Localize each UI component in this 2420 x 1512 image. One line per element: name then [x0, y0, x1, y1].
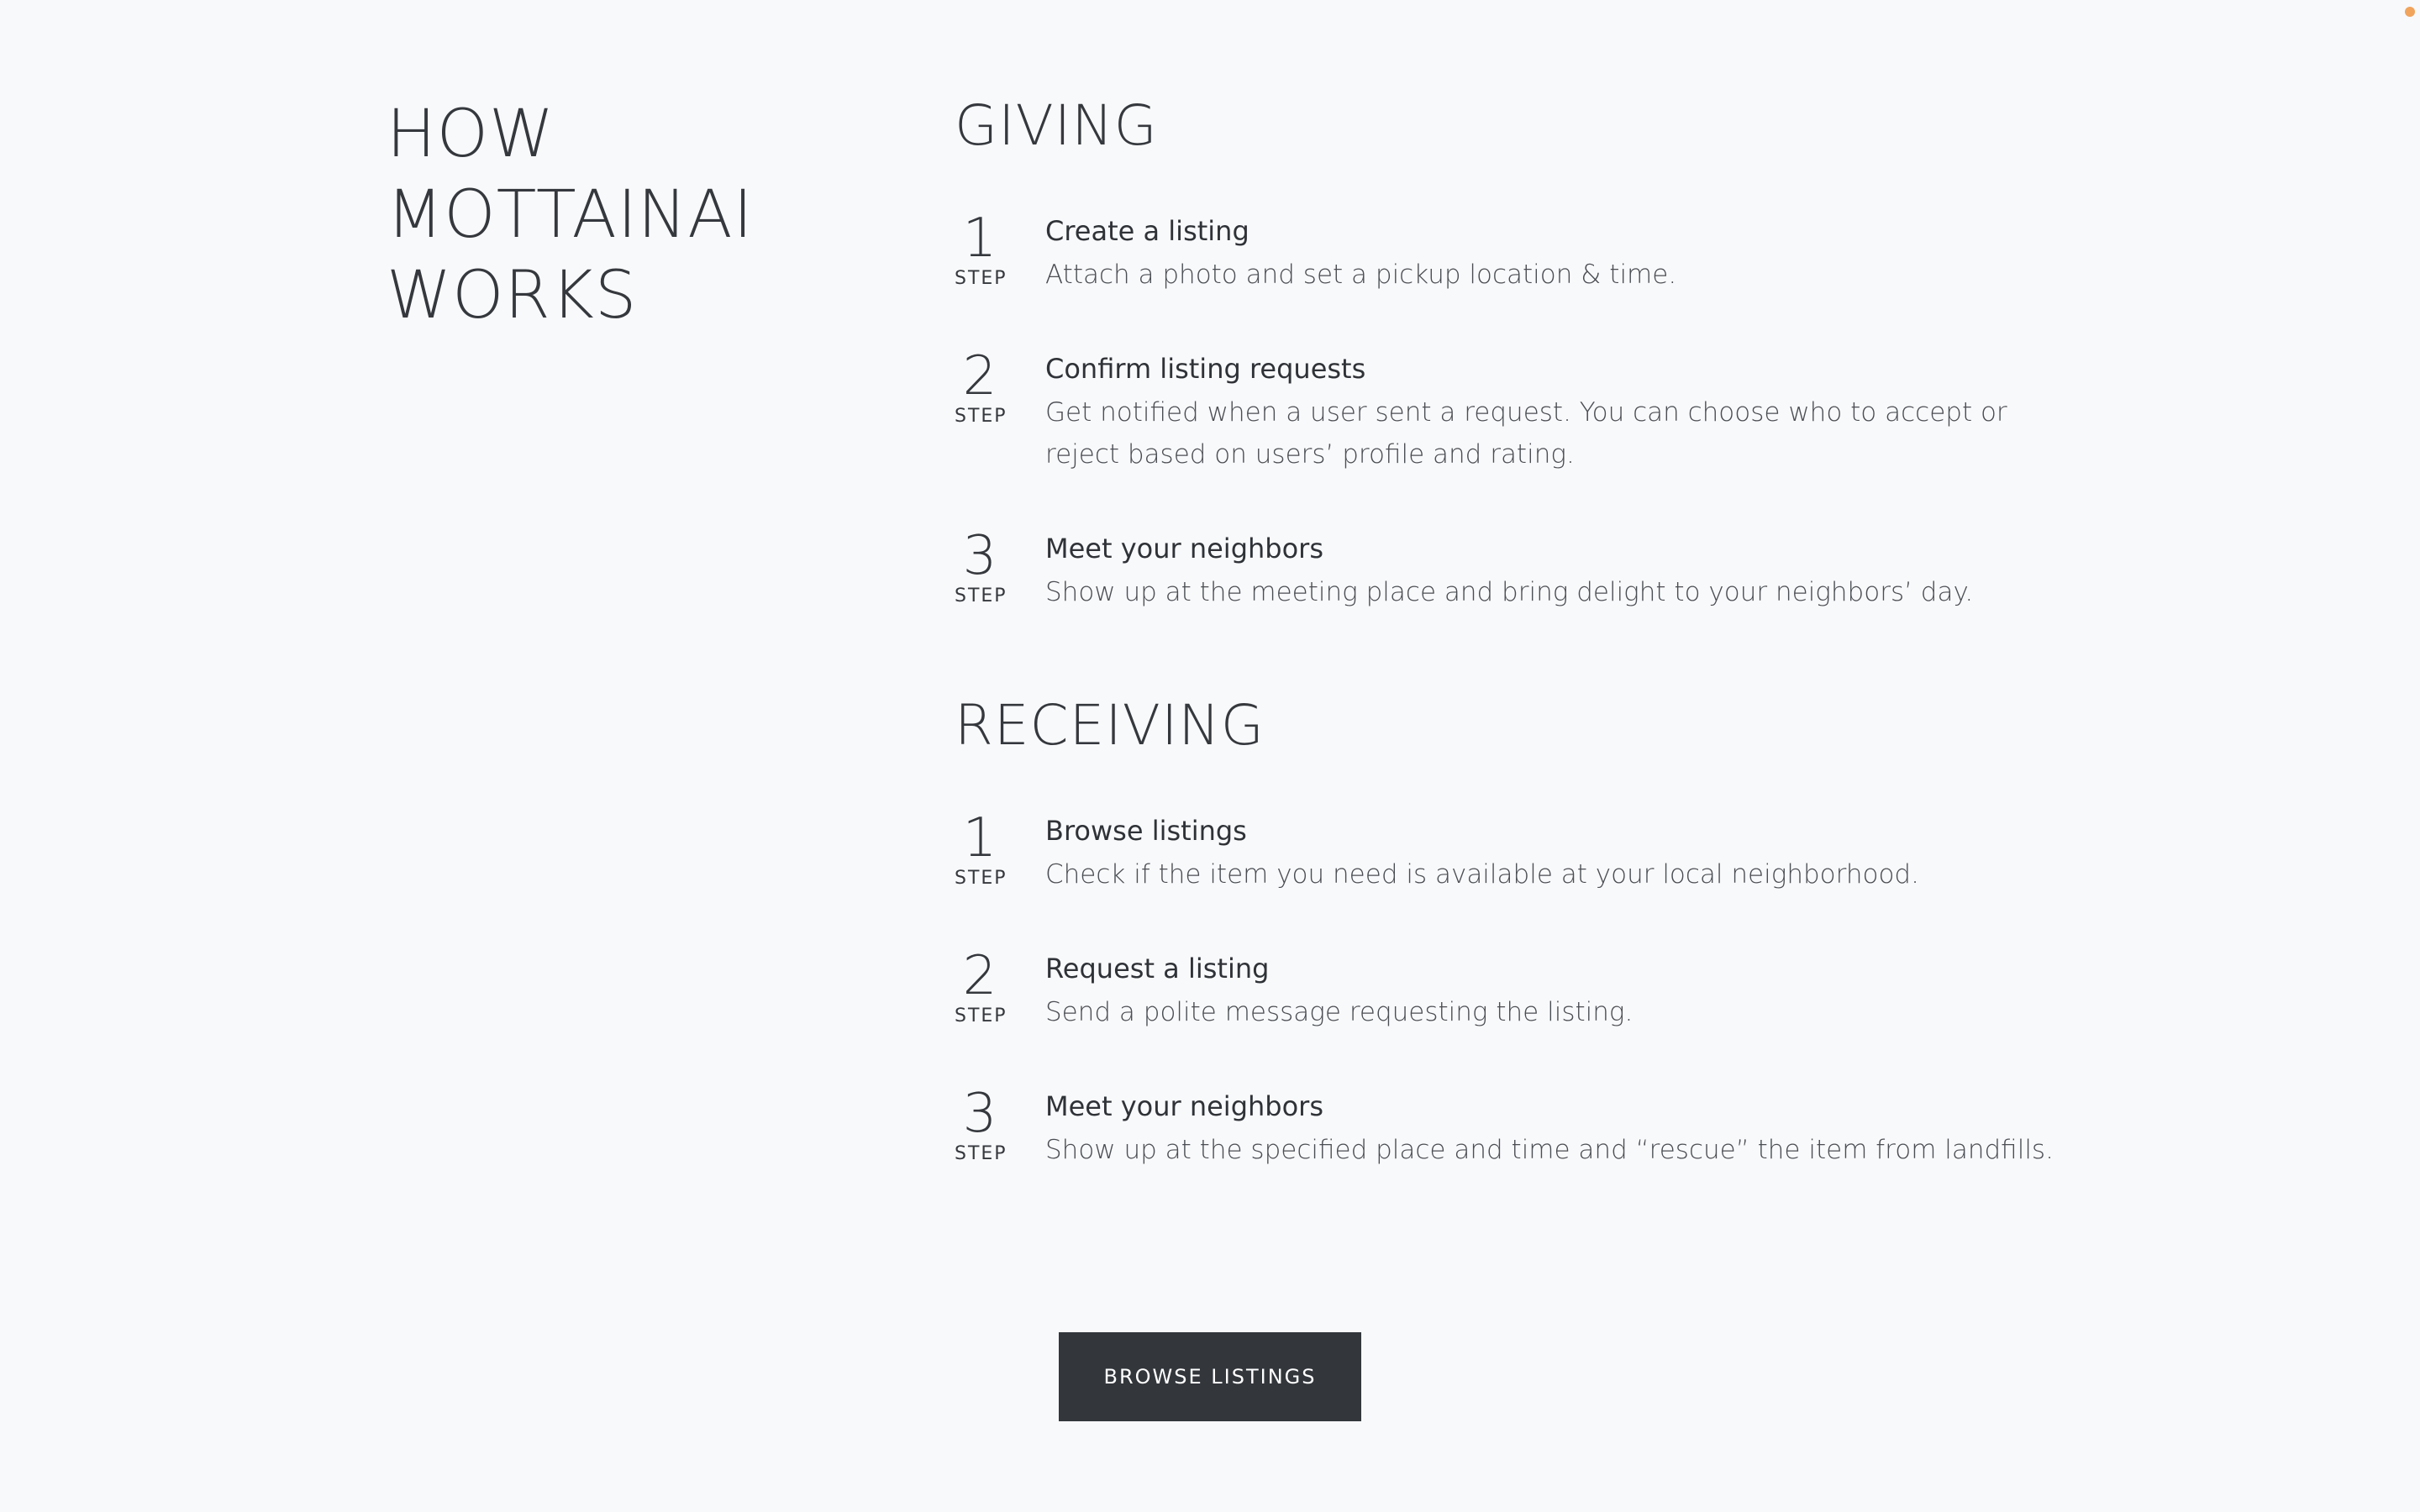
step-number: 1 [962, 807, 997, 869]
step-number: 2 [962, 345, 997, 407]
browse-listings-button[interactable]: BROWSE LISTINGS [1059, 1332, 1361, 1421]
receiving-heading: RECEIVING [955, 693, 1265, 758]
step-title: Meet your neighbors [1045, 1090, 1323, 1122]
receiving-section [955, 693, 2198, 1165]
step-badge [955, 1085, 1005, 1166]
step-badge [955, 945, 1007, 1028]
step-label: STEP [955, 268, 1007, 289]
step-description: Send a polite message requesting the listing. [1045, 997, 1634, 1027]
step-body [1045, 531, 2054, 613]
step-description: Get notified when a user sent a request. You can choose who to accept or reject based on users’ profile and rating. [1045, 397, 2007, 470]
step-number: 3 [962, 525, 997, 587]
step-number: 2 [962, 945, 997, 1007]
step-title: Browse listings [1045, 815, 1247, 847]
step-title: Confirm listing requests [1045, 353, 1366, 385]
step-title: Meet your neighbors [1045, 533, 1323, 564]
step-label: STEP [955, 406, 1007, 427]
page-title-line: MOTTAINAI [387, 177, 754, 253]
step-description: Show up at the specified place and time and “rescue” the item from landfills. [1045, 1135, 2054, 1165]
notification-dot [2405, 7, 2415, 17]
page-title [387, 94, 857, 336]
step-label: STEP [955, 585, 1007, 606]
giving-section [955, 93, 2198, 607]
step-number: 3 [962, 1083, 997, 1145]
step-description: Show up at the meeting place and bring delight to your neighbors’ day. [1045, 577, 1974, 607]
step-description: Check if the item you need is available at your local neighborhood. [1045, 859, 1919, 890]
step-description: Attach a photo and set a pickup location & time. [1045, 260, 1677, 290]
step-label: STEP [955, 1005, 1007, 1026]
step-number: 1 [962, 207, 997, 270]
step-body [1045, 813, 2054, 895]
page-title-line: HOW [387, 97, 555, 172]
step-label: STEP [955, 868, 1007, 889]
step-body [1045, 1089, 2054, 1171]
step-badge [955, 807, 1007, 890]
step-body [1045, 351, 2054, 475]
step-title: Request a listing [1045, 953, 1270, 984]
step-badge [955, 207, 1007, 291]
step-title: Create a listing [1045, 215, 1249, 247]
step-badge [955, 525, 1007, 608]
step-badge [955, 345, 1007, 428]
step-body [1045, 213, 2054, 296]
page-title-line: WORKS [387, 258, 638, 333]
giving-heading: GIVING [955, 93, 1158, 158]
step-label: STEP [955, 1143, 1007, 1164]
step-body [1045, 951, 2054, 1033]
